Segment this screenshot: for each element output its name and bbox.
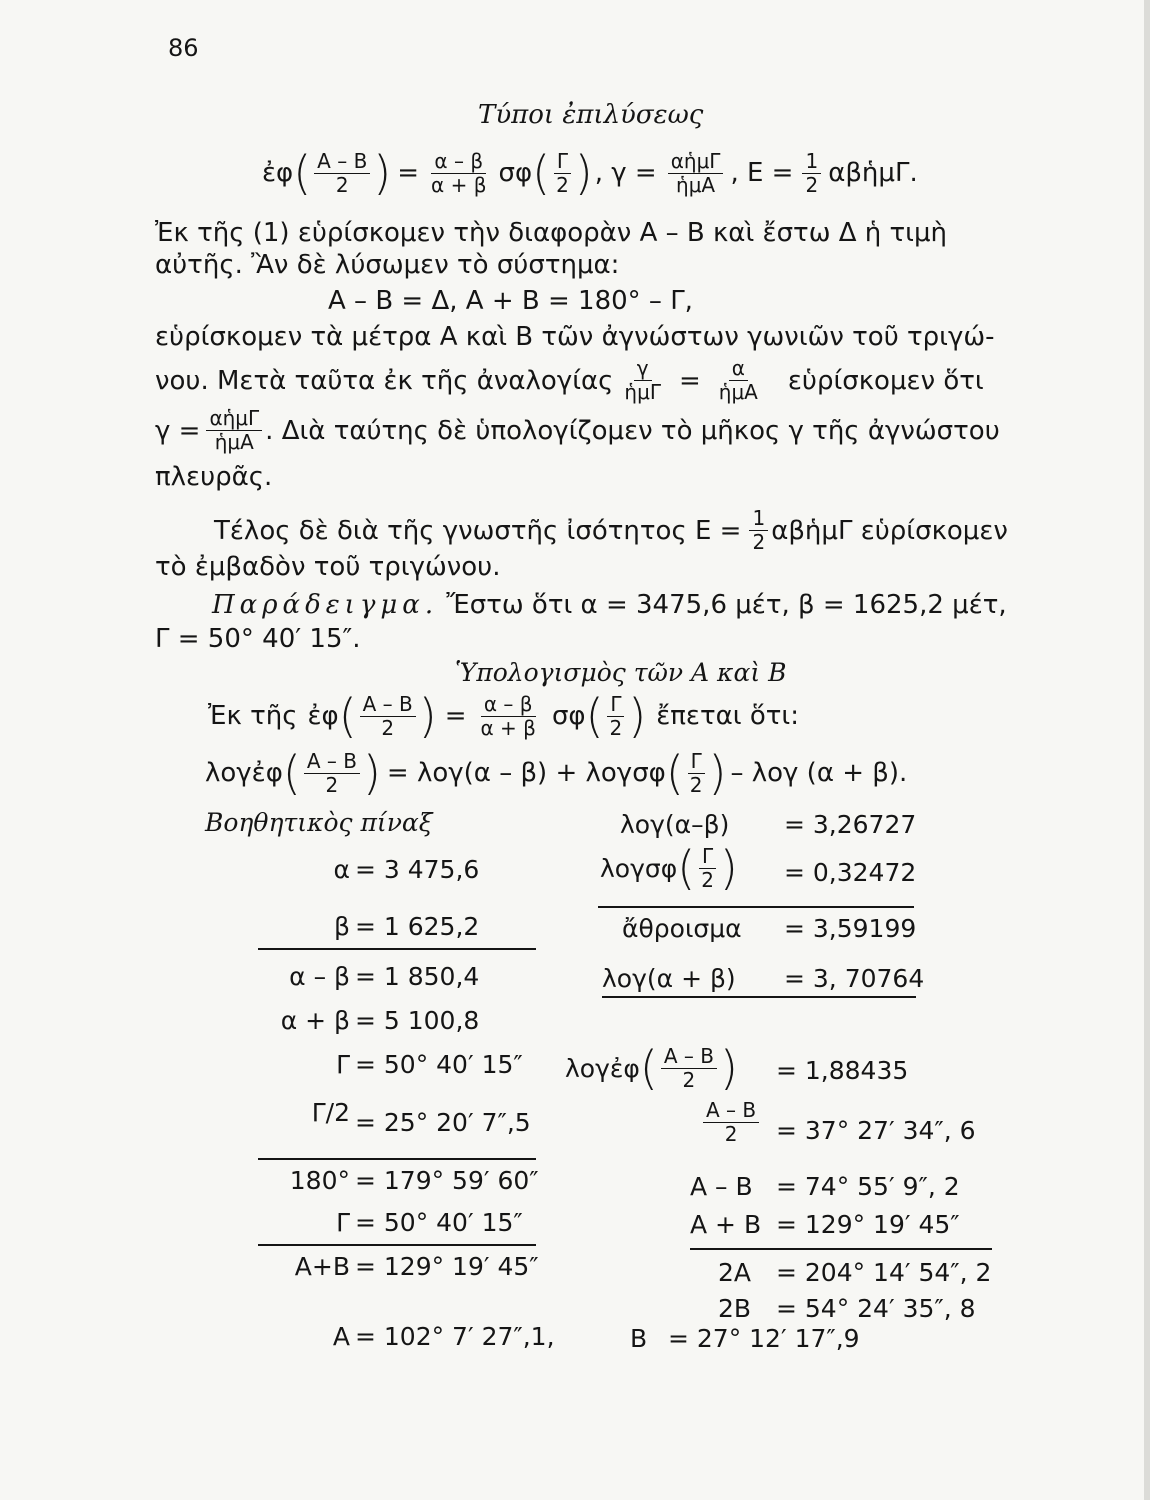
fraction-alpha-beta: $\frac{\alpha - \beta}{\alpha + \beta}$	[431, 148, 487, 197]
left-rhs-0: = 3 475,6	[355, 855, 480, 884]
right-lhs-9: 2Β	[718, 1294, 752, 1323]
left-lhs-9: Α	[332, 1322, 350, 1351]
fraction-amb-apb: $\frac{\alpha - \beta}{\alpha + \beta}$	[480, 691, 536, 740]
right-row-5	[700, 1100, 762, 1145]
para2-line1: Τέλος δὲ διὰ τῆς γνωστῆς ἰσότητος Ε = $\frac{1}{2}$ αβἡμΓ εὑρίσκομεν	[214, 506, 1008, 554]
left-lhs-2: α – β	[289, 962, 350, 991]
right-rhs-6: = 74° 55′ 9″, 2	[776, 1172, 960, 1201]
right-row-4: λογἐφ ( $\frac{A - B}{2}$ )	[565, 1041, 738, 1095]
example-line2: Γ = 50° 40′ 15″.	[155, 624, 361, 654]
right-lhs-10: Β	[630, 1324, 648, 1353]
formula-ef: ἐφ	[262, 158, 294, 188]
fraction-gamma-over-2: $\frac{\Gamma}{2}$	[553, 151, 572, 196]
right-rhs-10: = 27° 12′ 17″,9	[668, 1324, 860, 1353]
calc-line1: Ἐκ τῆς ἐφ ( $\frac{A - B}{2}$ ) = $\frac{\alpha - \beta}{\alpha + \beta}$ σφ ( $\frac{\Gamma}{2}$ ) ἔπεται ὅτι:	[208, 689, 799, 743]
right-rhs-9: = 54° 24′ 35″, 8	[776, 1294, 976, 1323]
fraction-ab-2c: $\frac{A - B}{2}$	[661, 1046, 717, 1091]
left-lhs-3: α + β	[280, 1006, 350, 1035]
right-row-1: λογσφ ( $\frac{\Gamma}{2}$ )	[600, 841, 738, 895]
fraction-a-minus-b-over-2: $\frac{A - B}{2}$	[314, 151, 370, 196]
para1-line1: Ἐκ τῆς (1) εὑρίσκομεν τὴν διαφορὰν Α – Β καὶ ἔστω Δ ἡ τιμὴ	[155, 218, 947, 248]
left-rhs-7: = 50° 40′ 15″	[355, 1208, 523, 1237]
left-rhs-5: = 25° 20′ 7″,5	[355, 1108, 531, 1137]
right-lhs-6: Α – Β	[690, 1172, 753, 1201]
fraction-g-2: $\frac{\Gamma}{2}$	[607, 694, 626, 739]
fraction-g-2b: $\frac{\Gamma}{2}$	[687, 751, 706, 796]
right-rule-1	[598, 906, 914, 908]
example-label: Παράδειγμα.	[212, 590, 439, 620]
fraction-ab-2d: $\frac{A - B}{2}$	[703, 1100, 759, 1145]
fraction-half: $\frac{1}{2}$	[749, 508, 768, 553]
solution-formulas: ἐφ ( $\frac{A - B}{2}$ ) = $\frac{\alpha - \beta}{\alpha + \beta}$ σφ ( $\frac{\Gamma}{2}$ ) , γ = $\frac{\text{αἡμΓ}}{\text{ἡμΑ}}$ , Ε = $\frac{1}{2}$ αβἡμΓ.	[262, 146, 918, 200]
fraction-alpha-hma: $\frac{\alpha}{\text{ἡμΑ}}$	[718, 356, 758, 404]
fraction-ab-2b: $\frac{A - B}{2}$	[304, 751, 360, 796]
left-lhs-6: 180°	[289, 1166, 350, 1195]
left-rhs-8: = 129° 19′ 45″	[355, 1252, 539, 1281]
left-lhs-1: β	[334, 912, 350, 941]
aux-table-label: Βοηθητικὸς πίναξ	[205, 808, 433, 837]
right-rhs-1: = 0,32472	[784, 858, 917, 887]
fraction-ahmg-hma: $\frac{\text{αἡμΓ}}{\text{ἡμΑ}}$	[668, 151, 724, 196]
left-lhs-0: α	[333, 855, 350, 884]
right-rhs-2: = 3,59199	[784, 914, 917, 943]
fraction-gamma-hmg: $\frac{\gamma}{\text{ἡμΓ}}$	[624, 356, 661, 404]
para1-line2: αὐτῆς. Ἂν δὲ λύσωμεν τὸ σύστημα:	[155, 250, 620, 280]
right-rhs-0: = 3,26727	[784, 810, 917, 839]
page-number: 86	[168, 34, 199, 62]
left-rhs-6: = 179° 59′ 60″	[355, 1166, 539, 1195]
calc-heading: Ὑπολογισμὸς τῶν Α καὶ Β	[455, 658, 787, 687]
left-rule-1	[258, 948, 536, 950]
right-rule-3	[690, 1248, 992, 1250]
para1-line3: εὑρίσκομεν τὰ μέτρα Α καὶ Β τῶν ἀγνώστων γωνιῶν τοῦ τριγώ-	[155, 322, 995, 352]
left-rhs-1: = 1 625,2	[355, 912, 480, 941]
right-rhs-3: = 3, 70764	[784, 964, 925, 993]
example-line1: Παράδειγμα. Ἔστω ὅτι α = 3475,6 μέτ, β = 1625,2 μέτ,	[212, 590, 1007, 620]
right-rhs-8: = 204° 14′ 54″, 2	[776, 1258, 992, 1287]
right-lhs-3: λογ(α + β)	[602, 964, 736, 993]
left-rhs-3: = 5 100,8	[355, 1006, 480, 1035]
left-lhs-5: Γ/2	[311, 1098, 350, 1127]
fraction-ahmg-hma-2: $\frac{\text{αἡμΓ}}{\text{ἡμΑ}}$	[206, 408, 262, 453]
left-lhs-7: Γ	[336, 1208, 350, 1237]
para1-line6: πλευρᾶς.	[155, 462, 273, 492]
para1-line5: γ = $\frac{\text{αἡμΓ}}{\text{ἡμΑ}}$ . Διὰ ταύτης δὲ ὑπολογίζομεν τὸ μῆκος γ τῆς ἀγνώστου	[155, 406, 1000, 454]
fraction-one-half: $\frac{1}{2}$	[802, 151, 821, 196]
right-rhs-4: = 1,88435	[776, 1056, 909, 1085]
right-lhs-8: 2Α	[718, 1258, 752, 1287]
right-rhs-5: = 37° 27′ 34″, 6	[776, 1116, 976, 1145]
para1-line4: νου. Μετὰ ταῦτα ἐκ τῆς ἀναλογίας $\frac{\gamma}{\text{ἡμΓ}}$ = $\frac{\alpha}{\text{ἡμΑ}}$ εὑρίσκομεν ὅτι	[155, 356, 984, 404]
page-edge	[1144, 0, 1150, 1500]
left-rule-3	[258, 1244, 536, 1246]
left-rhs-9: = 102° 7′ 27″,1,	[355, 1322, 555, 1351]
right-lhs-7: Α + Β	[690, 1210, 762, 1239]
left-rhs-4: = 50° 40′ 15″	[355, 1050, 523, 1079]
calc-line2: λογἐφ ( $\frac{A - B}{2}$ ) = λογ(α – β) + λογσφ ( $\frac{\Gamma}{2}$ ) – λογ (α + β).	[205, 746, 908, 800]
right-rhs-7: = 129° 19′ 45″	[776, 1210, 960, 1239]
system-equation: Α – Β = Δ, Α + Β = 180° – Γ,	[328, 286, 693, 316]
left-lhs-4: Γ	[336, 1050, 350, 1079]
right-lhs-2: ἄθροισμα	[622, 914, 742, 943]
left-rhs-2: = 1 850,4	[355, 962, 480, 991]
left-rule-2	[258, 1158, 536, 1160]
fraction-ab-2: $\frac{A - B}{2}$	[360, 694, 416, 739]
left-lhs-8: Α+Β	[294, 1252, 350, 1281]
para2-line2: τὸ ἐμβαδὸν τοῦ τριγώνου.	[155, 552, 501, 582]
section-heading: Τύποι ἐπιλύσεως	[478, 100, 704, 130]
fraction-g-2c: $\frac{\Gamma}{2}$	[698, 846, 717, 891]
right-lhs-0: λογ(α–β)	[620, 810, 730, 839]
right-rule-2	[602, 996, 916, 998]
